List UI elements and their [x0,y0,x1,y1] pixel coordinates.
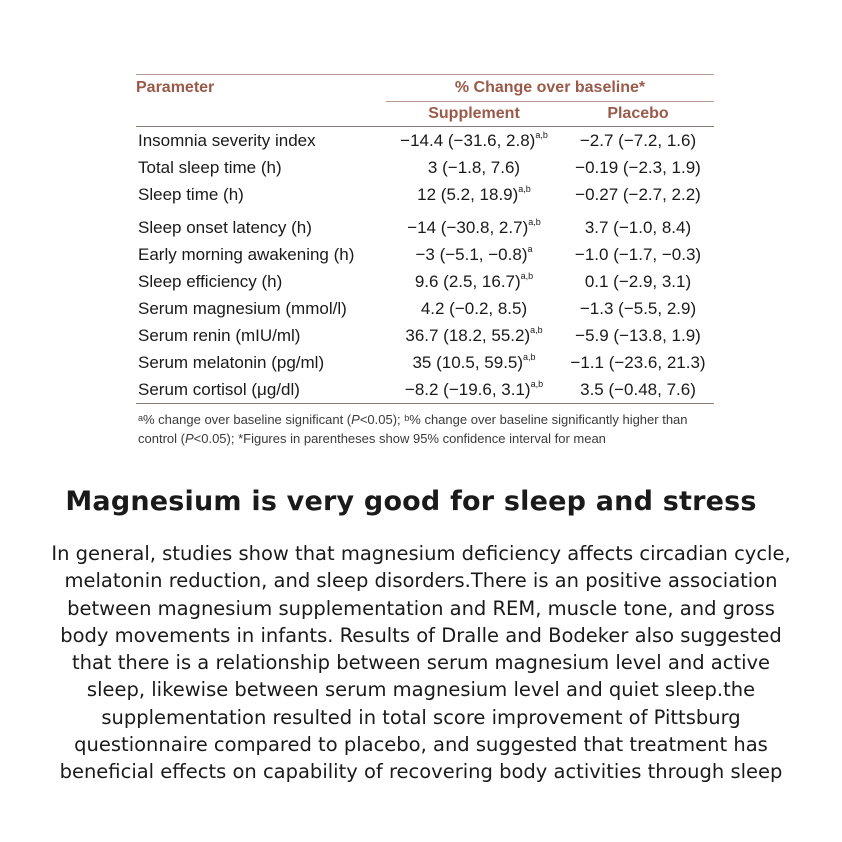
row-supplement-superscript: a,b [518,183,531,194]
table-row [136,322,714,349]
header-supplement: Supplement [386,102,562,127]
row-supplement [386,322,562,349]
row-parameter: Serum renin (mIU/ml) [138,325,301,345]
row-placebo-value: 3.7 (−1.0, 8.4) [584,217,692,237]
row-placebo [562,322,714,349]
row-supplement [386,208,562,241]
row-parameter: Serum cortisol (μg/dl) [136,376,386,404]
row-supplement [386,295,562,322]
row-supplement-value: 3 (−1.8, 7.6) [427,157,521,177]
row-supplement-superscript: a,b [520,270,534,281]
row-placebo-value: −0.19 (−2.3, 1.9) [575,157,701,177]
row-placebo-value: −1.1 (−23.6, 21.3) [570,352,706,372]
table-row [136,268,714,295]
table-row [136,127,714,155]
table-row [136,181,714,208]
row-parameter: Sleep efficiency (h) [138,271,283,291]
row-parameter: Total sleep time (h) [138,157,282,177]
table-row [136,208,714,241]
row-supplement-value: 12 (5.2, 18.9) [417,184,519,204]
row-supplement-value: −14 (−30.8, 2.7) [407,217,529,237]
row-supplement [386,241,562,268]
row-placebo [562,268,714,295]
row-supplement-value: 4.2 (−0.2, 8.5) [420,298,528,318]
table-row [136,349,714,376]
row-supplement-superscript: a,b [530,324,543,335]
row-placebo [562,295,714,322]
row-placebo [562,208,714,241]
table-row [136,376,714,404]
row-supplement [386,376,562,404]
table-row [136,295,714,322]
row-supplement-superscript: a,b [523,351,536,362]
body-paragraph: In general, studies show that magnesium deficiency affects circadian cycle, melatonin reduction, and sleep disorders.There is an positive association between magnesium supplementation and REM, muscle tone, and gross body movements in infants. Results of Dralle and Bodeker also suggested that there is a relationship between serum magnesium level and active sleep, likewise between serum magnesium level and quiet sleep.the supplementation resulted in total score improvement of Pittsburg questionnaire compared to placebo, and suggested that treatment has beneficial effects on capability of recovering body activities through sleep [51,542,791,784]
row-supplement [386,181,562,208]
row-supplement [386,349,562,376]
row-parameter: Early morning awakening (h) [138,244,355,264]
row-supplement-value: 36.7 (18.2, 55.2) [405,325,531,345]
row-supplement-superscript: a,b [530,378,544,389]
results-table [136,74,714,404]
table-body [136,127,714,404]
page-title-text: Magnesium is very good for sleep and stress [65,486,757,517]
row-supplement-value: −14.4 (−31.6, 2.8) [400,130,536,150]
row-placebo-value: −2.7 (−7.2, 1.6) [579,130,697,150]
row-parameter: Sleep time (h) [138,184,244,204]
table-row [136,241,714,268]
header-blank [136,102,386,127]
row-supplement-value: 9.6 (2.5, 16.7) [414,271,521,291]
header-change-over-baseline: % Change over baseline* [386,75,714,102]
header-placebo: Placebo [562,102,714,127]
row-supplement [386,268,562,295]
row-placebo [562,181,714,208]
row-placebo [562,154,714,181]
page-title [0,486,842,517]
row-supplement-superscript: a,b [535,129,548,140]
row-supplement-value: −3 (−5.1, −0.8) [415,244,528,264]
row-placebo-value: −1.3 (−5.5, 2.9) [579,298,697,318]
row-placebo-value: −5.9 (−13.8, 1.9) [575,325,701,345]
results-table-container [136,74,714,448]
table-footnote: $^a$% change over baseline significant (P<0.05); $^b$% change over baseline significantly higher than control (P<0.05); *Figures in parentheses show 95% confidence interval for mean [138,412,688,446]
row-supplement-superscript: a,b [528,216,541,227]
row-supplement-superscript: a [527,243,533,254]
header-parameter: Parameter [136,75,386,102]
row-placebo-value: −1.0 (−1.7, −0.3) [574,244,702,264]
table-row [136,154,714,181]
row-placebo [562,127,714,155]
row-supplement-value: −8.2 (−19.6, 3.1) [404,379,531,399]
row-supplement [386,127,562,155]
row-placebo [562,376,714,404]
row-placebo-value: 3.5 (−0.48, 7.6) [580,379,696,399]
row-parameter: Serum magnesium (mmol/l) [138,298,347,318]
row-supplement [386,154,562,181]
row-placebo [562,349,714,376]
row-parameter: Serum melatonin (pg/ml) [138,352,325,372]
row-parameter: Sleep onset latency (h) [138,217,312,237]
row-supplement-value: 35 (10.5, 59.5) [412,352,524,372]
row-placebo [562,241,714,268]
row-placebo-value: −0.27 (−2.7, 2.2) [575,184,701,204]
row-placebo-value: 0.1 (−2.9, 3.1) [584,271,692,291]
row-parameter: Insomnia severity index [138,130,316,150]
